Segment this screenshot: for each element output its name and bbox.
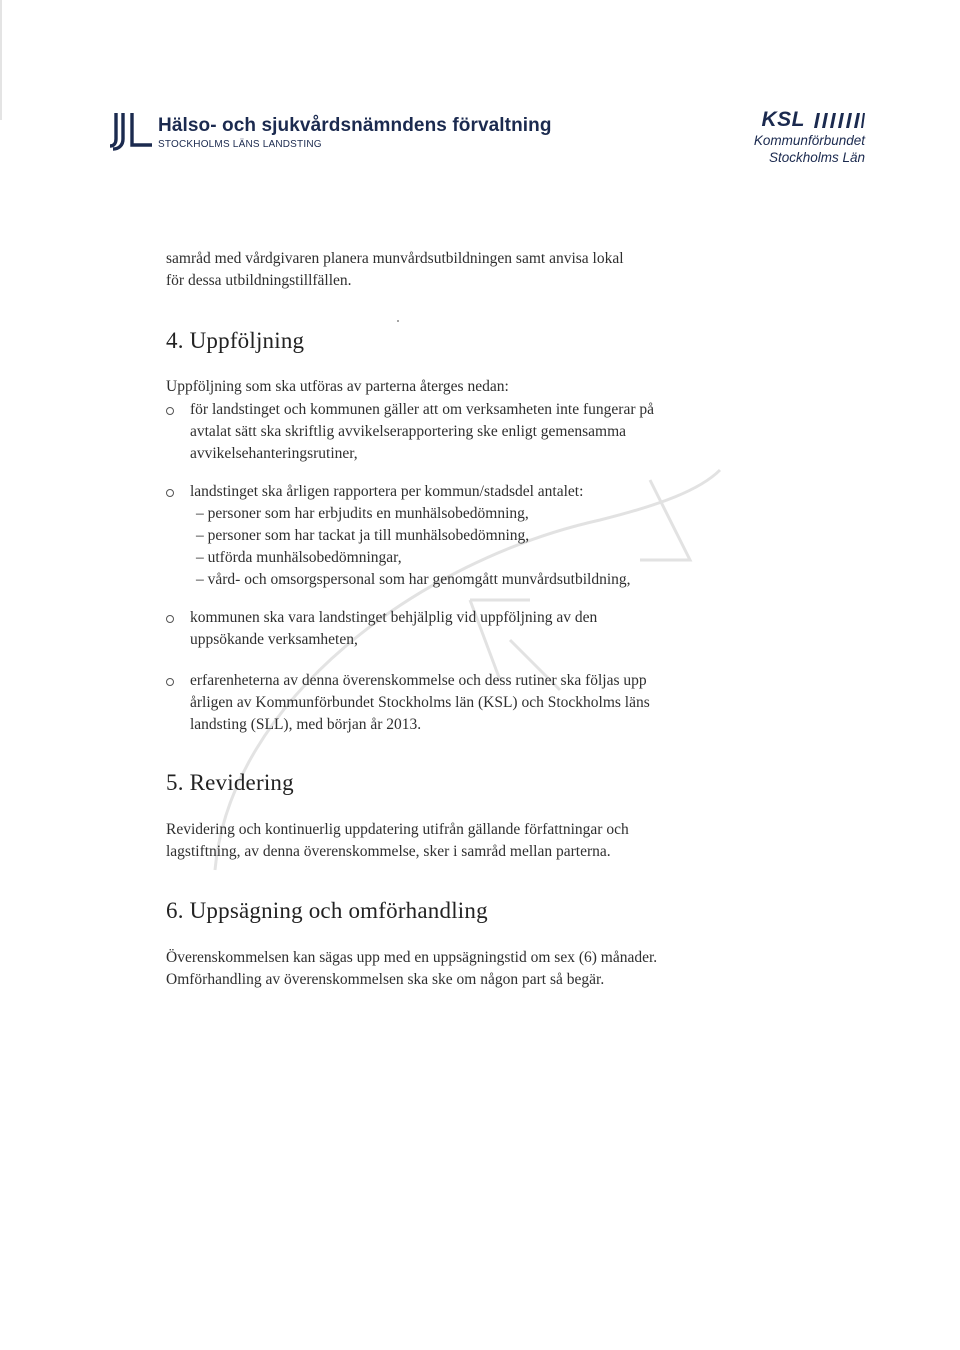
ksl-line-1: Kommunförbundet xyxy=(753,133,865,148)
scan-speck xyxy=(397,320,399,322)
bullet-1-line-1: för landstinget och kommunen gäller att om verksamheten inte fungerar på xyxy=(190,401,654,418)
bullet-1-line-2: avtalat sätt ska skriftlig avvikelserapportering ske enligt gemensamma xyxy=(190,423,627,440)
bullet-icon xyxy=(166,678,174,686)
section-5-paragraph xyxy=(166,819,806,863)
bullet-2-sub-2: – personer som har tackat ja till munhälsobedömning, xyxy=(196,527,530,544)
intro-line-2: för dessa utbildningstillfällen. xyxy=(166,272,352,289)
ksl-line-2: Stockholms Län xyxy=(768,150,865,165)
section-5-heading xyxy=(166,770,294,796)
organization-subtitle: STOCKHOLMS LÄNS LANDSTING xyxy=(158,139,322,150)
page-edge xyxy=(0,0,2,120)
section-6-line-2: Omförhandling av överenskommelsen ska ske om någon part så begär. xyxy=(166,971,605,988)
bullet-icon xyxy=(166,407,174,415)
bullet-4-line-2: årligen av Kommunförbundet Stockholms län (KSL) och Stockholms läns xyxy=(190,694,650,711)
organization-name: Hälso- och sjukvårdsnämndens förvaltning xyxy=(158,115,552,136)
section-4-heading xyxy=(166,328,304,354)
section-4-title: Uppföljning xyxy=(189,328,305,353)
header-right xyxy=(754,108,865,166)
bullet-text xyxy=(190,399,790,465)
bullet-2-sub-3: – utförda munhälsobedömningar, xyxy=(196,549,402,566)
section-6-paragraph xyxy=(166,947,806,991)
section-5-line-2: lagstiftning, av denna överenskommelse, sker i samråd mellan parterna. xyxy=(166,843,611,860)
section-5-line-1: Revidering och kontinuerlig uppdatering utifrån gällande författningar och xyxy=(166,821,629,838)
ksl-stripes-icon xyxy=(813,113,865,128)
landsting-logo-icon xyxy=(110,109,152,151)
section-6-title: Uppsägning och omförhandling xyxy=(189,898,488,923)
intro-paragraph xyxy=(166,248,806,292)
bullet-3-line-1: kommunen ska vara landstinget behjälplig vid uppföljning av den xyxy=(190,609,598,626)
section-5-title: Revidering xyxy=(189,770,294,795)
section-5-number: 5. xyxy=(166,770,184,795)
section-4-number: 4. xyxy=(166,328,184,353)
bullet-2-sub-4: – vård- och omsorgspersonal som har genomgått munvårdsutbildning, xyxy=(196,571,631,588)
section-6-line-1: Överenskommelsen kan sägas upp med en uppsägningstid om sex (6) månader. xyxy=(166,949,658,966)
bullet-text xyxy=(190,670,790,736)
bullet-icon xyxy=(166,489,174,497)
intro-line-1: samråd med vårdgivaren planera munvårdsutbildningen samt anvisa lokal xyxy=(166,250,624,267)
bullet-text xyxy=(190,481,790,591)
bullet-1-line-3: avvikelsehanteringsrutiner, xyxy=(190,445,358,462)
section-4-lead: Uppföljning som ska utföras av parterna återges nedan: xyxy=(166,378,509,395)
bullet-3-line-2: uppsökande verksamheten, xyxy=(190,631,358,648)
bullet-2-sub-1: – personer som har erbjudits en munhälsobedömning, xyxy=(196,505,529,522)
section-6-heading xyxy=(166,898,488,924)
section-6-number: 6. xyxy=(166,898,184,923)
ksl-acronym: KSL xyxy=(761,108,805,131)
bullet-4-line-1: erfarenheterna av denna överenskommelse och dess rutiner ska följas upp xyxy=(190,672,647,689)
ksl-logo xyxy=(754,108,865,132)
bullet-text xyxy=(190,607,790,651)
bullet-icon xyxy=(166,615,174,623)
bullet-2-line-1: landstinget ska årligen rapportera per kommun/stadsdel antalet: xyxy=(190,483,584,500)
bullet-4-line-3: landsting (SLL), med början år 2013. xyxy=(190,716,422,733)
